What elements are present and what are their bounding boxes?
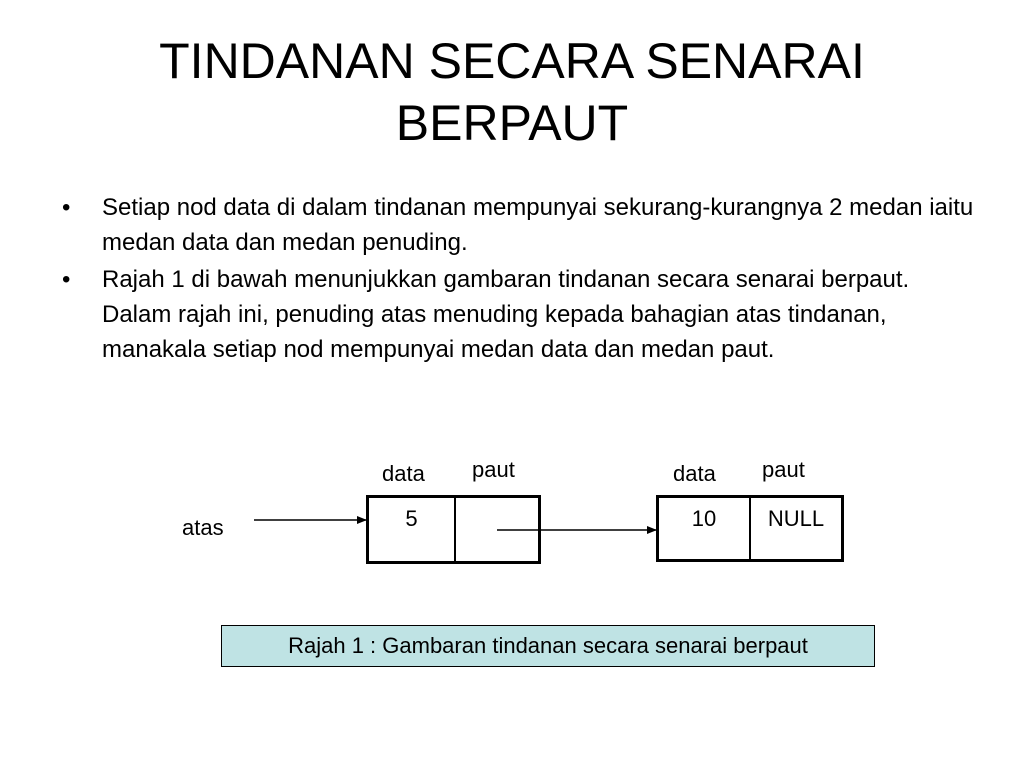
node-1-data-cell: 5: [369, 498, 456, 561]
node-2: [656, 495, 844, 562]
title-line-2: BERPAUT: [395, 95, 629, 151]
bullet-item: [60, 190, 980, 260]
bullet-icon: •: [62, 266, 71, 293]
bullet-icon: •: [62, 194, 71, 221]
node-2-data-cell: 10: [659, 498, 751, 559]
bullet-item: [60, 262, 980, 367]
title-line-1: TINDANAN SECARA SENARAI: [159, 33, 865, 89]
node-2-link-label: paut: [762, 457, 805, 482]
pointer-label-atas: atas: [182, 515, 224, 540]
bullet-text: Rajah 1 di bawah menunjukkan gambaran tindanan secara senarai berpaut. Dalam rajah ini, penuding atas menuding kepada bahagian atas tindanan, manakala setiap nod mempunyai medan data dan medan paut.: [102, 266, 910, 363]
bullet-text: Setiap nod data di dalam tindanan mempunyai sekurang-kurangnya 2 medan iaitu medan data dan medan penuding.: [102, 194, 974, 256]
slide-title: [0, 30, 1024, 154]
node-1: [366, 495, 541, 564]
figure-caption: Rajah 1 : Gambaran tindanan secara senarai berpaut: [221, 625, 875, 667]
bullet-list: [60, 190, 980, 369]
node-2-link-cell: NULL: [767, 506, 825, 531]
node-1-data-label: data: [382, 461, 425, 486]
node-1-link-label: paut: [472, 457, 515, 482]
node-1-link-cell: [456, 498, 538, 561]
node-2-data-label: data: [673, 461, 716, 486]
